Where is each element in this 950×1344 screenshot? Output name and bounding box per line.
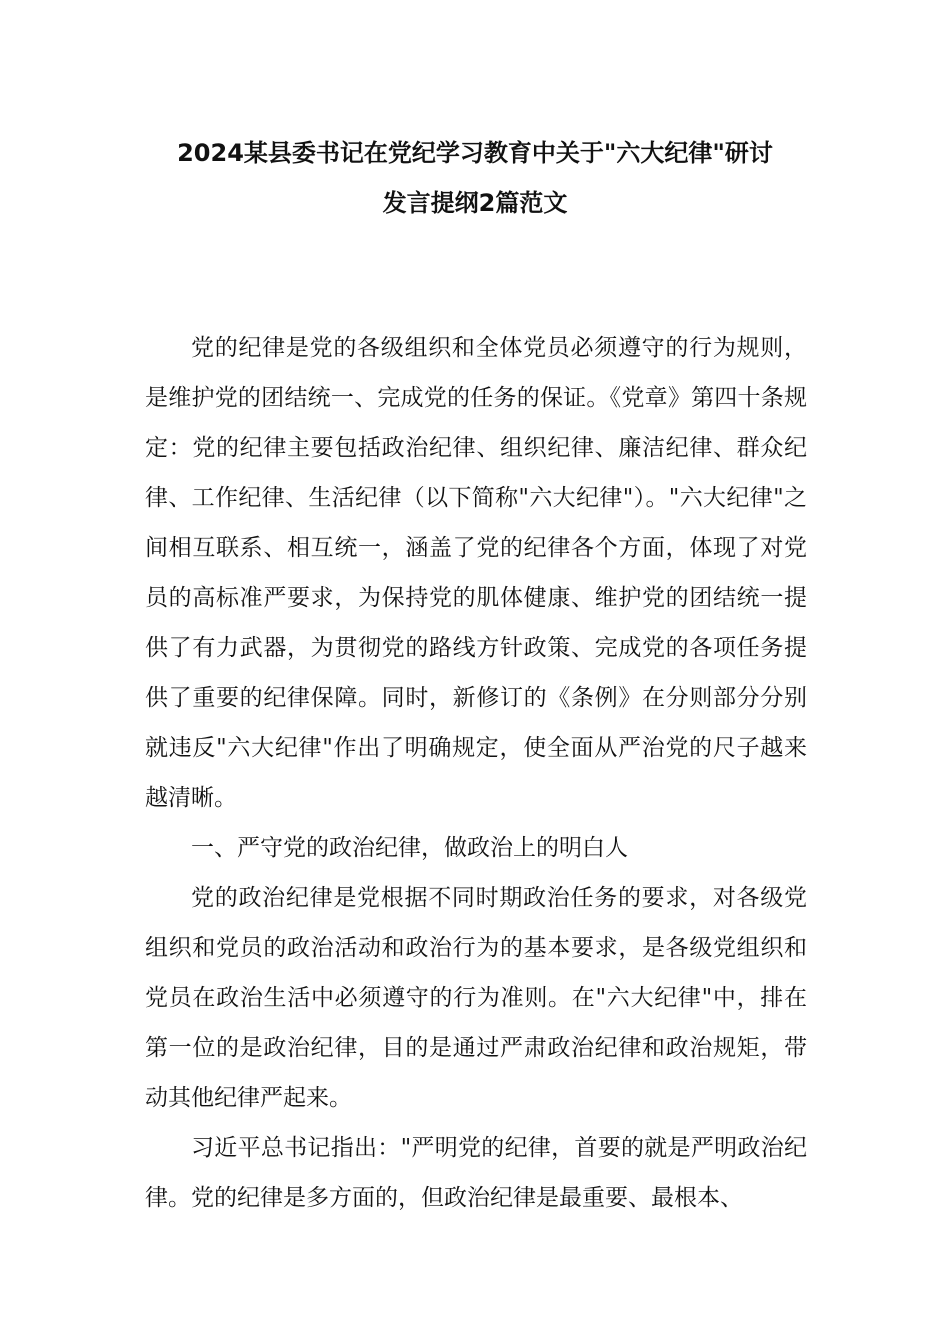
- paragraph-intro: 党的纪律是党的各级组织和全体党员必须遵守的行为规则，是维护党的团结统一、完成党的任务的保证。《党章》第四十条规定：党的纪律主要包括政治纪律、组织纪律、廉洁纪律、群众纪律、工作纪律、生活纪律（以下简称"六大纪律"）。"六大纪律"之间相互联系、相互统一，涵盖了党的纪律各个方面，体现了对党员的高标准严要求，为保持党的肌体健康、维护党的团结统一提供了有力武器，为贯彻党的路线方针政策、完成党的各项任务提供了重要的纪律保障。同时，新修订的《条例》在分则部分分别就违反"六大纪律"作出了明确规定，使全面从严治党的尺子越来越清晰。: [145, 335, 807, 811]
- paragraph-quote: 习近平总书记指出："严明党的纪律，首要的就是严明政治纪律。党的纪律是多方面的，但政治纪律是最重要、最根本、: [145, 1135, 807, 1211]
- document-title: [120, 128, 830, 228]
- document-body: [145, 323, 807, 1223]
- section-heading-1: 一、严守党的政治纪律，做政治上的明白人: [191, 835, 628, 861]
- title-line-1: 2024某县委书记在党纪学习教育中关于"六大纪律"研讨: [177, 139, 773, 167]
- paragraph-political-discipline: 党的政治纪律是党根据不同时期政治任务的要求，对各级党组织和党员的政治活动和政治行为的基本要求，是各级党组织和党员在政治生活中必须遵守的行为准则。在"六大纪律"中，排在第一位的是政治纪律，目的是通过严肃政治纪律和政治规矩，带动其他纪律严起来。: [145, 885, 807, 1111]
- title-line-2: 发言提纲2篇范文: [382, 189, 568, 217]
